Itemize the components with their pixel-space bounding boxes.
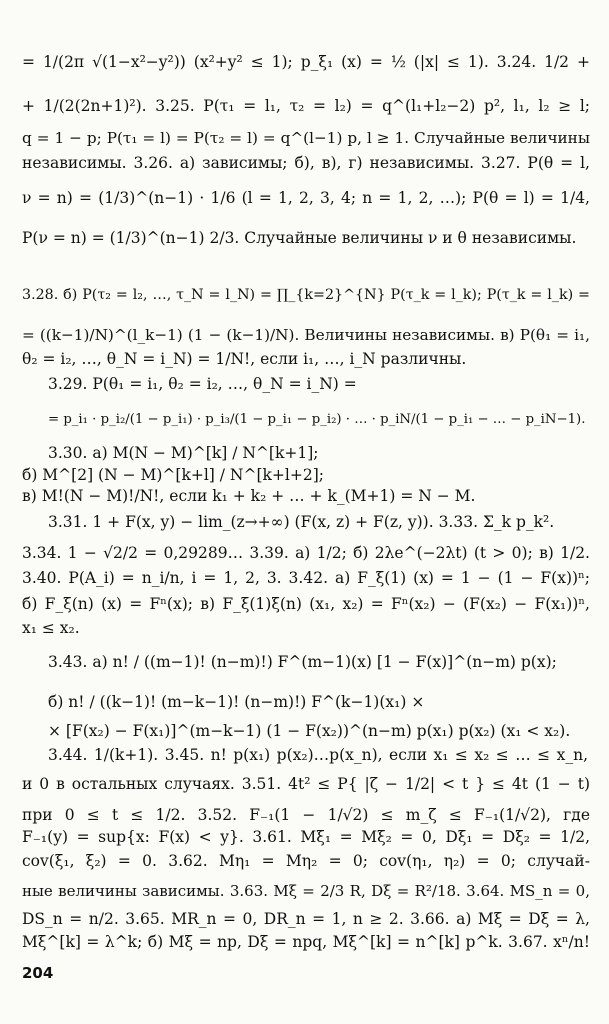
text-line-17: 3.40. P(A_i) = n_i/n, i = 1, 2, 3. 3.42. а) F_ξ(1) (x) = 1 − (1 − F(x))ⁿ; bbox=[22, 569, 590, 587]
text-line-7: 3.28. б) P(τ₂ = l₂, …, τ_N = l_N) = ∏_{k=2}^{N} P(τ_k = l_k); P(τ_k = l_k) = bbox=[22, 287, 590, 303]
text-line-29: DS_n = n/2. 3.65. MR_n = 0, DR_n = 1, n ≥ 2. 3.66. а) Mξ = Dξ = λ, bbox=[22, 910, 590, 928]
text-line-10: 3.29. P(θ₁ = i₁, θ₂ = i₂, …, θ_N = i_N) = bbox=[48, 375, 357, 393]
text-line-21: б) n! / ((k−1)! (m−k−1)! (n−m)!) F^(k−1)(x₁) × bbox=[48, 693, 425, 711]
text-line-28: ные величины зависимы. 3.63. Mξ = 2/3 R, Dξ = R²/18. 3.64. MS_n = 0, bbox=[22, 882, 590, 900]
text-line-26: F₋₁(y) = sup{x: F(x) < y}. 3.61. Mξ₁ = Mξ₂ = 0, Dξ₁ = Dξ₂ = 1/2, bbox=[22, 828, 590, 846]
text-line-4: независимы. 3.26. а) зависимы; б), в), г) независимы. 3.27. P(θ = l, bbox=[22, 154, 590, 172]
text-line-24: и 0 в остальных случаях. 3.51. 4t² ≤ P{ |ζ − 1/2| < t } ≤ 4t (1 − t) bbox=[22, 775, 590, 793]
text-line-25: при 0 ≤ t ≤ 1/2. 3.52. F₋₁(1 − 1/√2) ≤ m_ζ ≤ F₋₁(1/√2), где bbox=[22, 806, 590, 824]
text-line-3: q = 1 − p; P(τ₁ = l) = P(τ₂ = l) = q^(l−1) p, l ≥ 1. Случайные величины bbox=[22, 129, 590, 147]
text-line-2: + 1/(2(2n+1)²). 3.25. P(τ₁ = l₁, τ₂ = l₂) = q^(l₁+l₂−2) p², l₁, l₂ ≥ l; bbox=[22, 97, 590, 115]
text-line-13: б) M^[2] (N − M)^[k+l] / N^[k+l+2]; bbox=[22, 466, 324, 484]
text-line-14: в) M!(N − M)!/N!, если k₁ + k₂ + … + k_(M+1) = N − M. bbox=[22, 487, 476, 505]
text-line-12: 3.30. а) M(N − M)^[k] / N^[k+1]; bbox=[48, 444, 319, 462]
text-line-27: cov(ξ₁, ξ₂) = 0. 3.62. Mη₁ = Mη₂ = 0; cov(η₁, η₂) = 0; случай- bbox=[22, 852, 590, 870]
text-line-19: x₁ ≤ x₂. bbox=[22, 619, 80, 637]
page-number: 204 bbox=[22, 964, 54, 982]
text-line-5: ν = n) = (1/3)^(n−1) · 1/6 (l = 1, 2, 3, 4; n = 1, 2, …); P(θ = l) = 1/4, bbox=[22, 189, 590, 207]
text-line-18: б) F_ξ(n) (x) = Fⁿ(x); в) F_ξ(1)ξ(n) (x₁, x₂) = Fⁿ(x₂) − (F(x₂) − F(x₁))ⁿ, bbox=[22, 595, 590, 613]
text-line-23: 3.44. 1/(k+1). 3.45. n! p(x₁) p(x₂)…p(x_n), если x₁ ≤ x₂ ≤ … ≤ x_n, bbox=[48, 746, 588, 764]
text-line-20: 3.43. а) n! / ((m−1)! (n−m)!) F^(m−1)(x) [1 − F(x)]^(n−m) p(x); bbox=[48, 653, 557, 671]
text-line-1: = 1/(2π √(1−x²−y²)) (x²+y² ≤ 1); p_ξ₁ (x) = ½ (|x| ≤ 1). 3.24. 1/2 + bbox=[22, 53, 590, 71]
text-line-6: P(ν = n) = (1/3)^(n−1) 2/3. Случайные величины ν и θ независимы. bbox=[22, 229, 577, 247]
text-line-8: = ((k−1)/N)^(l_k−1) (1 − (k−1)/N). Величины независимы. в) P(θ₁ = i₁, bbox=[22, 326, 590, 344]
text-line-30: Mξ^[k] = λ^k; б) Mξ = np, Dξ = npq, Mξ^[k] = n^[k] p^k. 3.67. xⁿ/n! bbox=[22, 933, 590, 951]
text-line-22: × [F(x₂) − F(x₁)]^(m−k−1) (1 − F(x₂))^(n−m) p(x₁) p(x₂) (x₁ < x₂). bbox=[48, 722, 571, 740]
text-line-11: = p_i₁ · p_i₂/(1 − p_i₁) · p_i₃/(1 − p_i₁ − p_i₂) · … · p_iN/(1 − p_i₁ − … − p_iN−1). bbox=[48, 412, 586, 427]
text-line-9: θ₂ = i₂, …, θ_N = i_N) = 1/N!, если i₁, …, i_N различны. bbox=[22, 350, 467, 368]
text-line-15: 3.31. 1 + F(x, y) − lim_(z→+∞) (F(x, z) + F(z, y)). 3.33. Σ_k p_k². bbox=[48, 513, 555, 531]
text-line-16: 3.34. 1 − √2/2 = 0,29289… 3.39. а) 1/2; б) 2λe^(−2λt) (t > 0); в) 1/2. bbox=[22, 544, 590, 562]
